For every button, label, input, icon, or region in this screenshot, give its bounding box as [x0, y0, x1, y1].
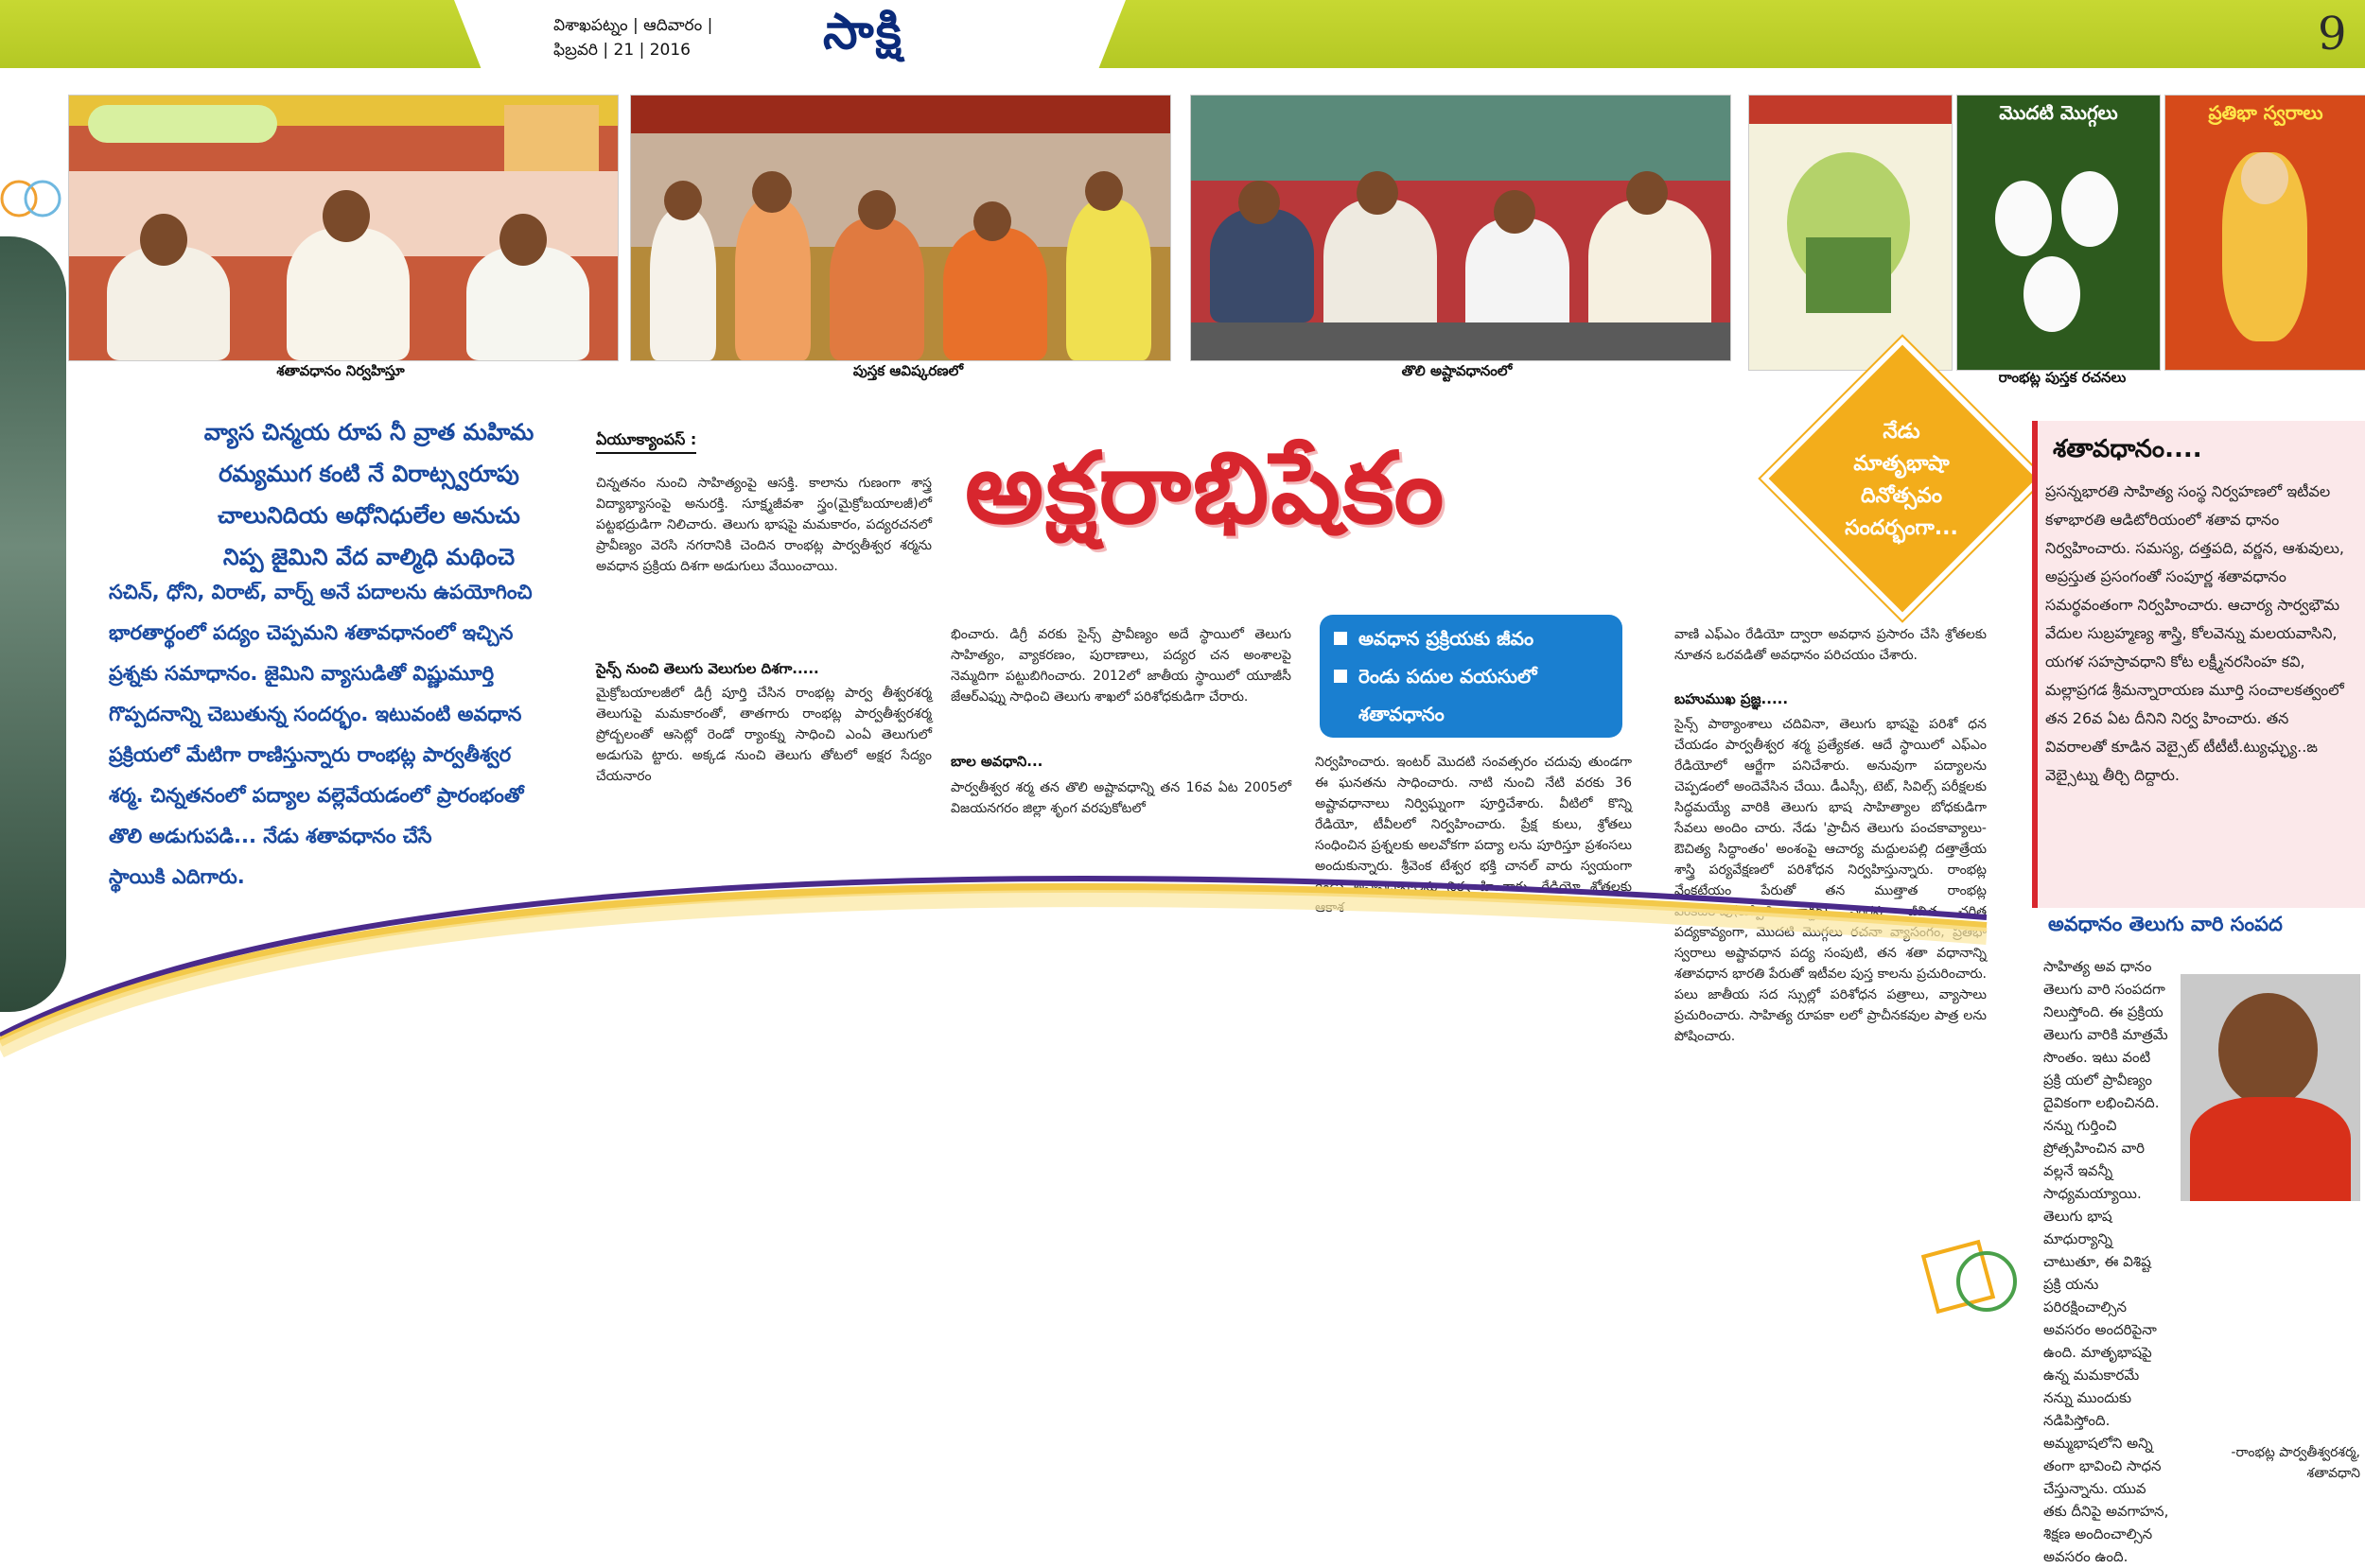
byline: ఏయూక్యాంపస్ :	[596, 430, 696, 454]
dateline-place-day: విశాఖపట్నం | ఆదివారం |	[553, 16, 713, 35]
signature-role: శతావధాని	[2306, 1466, 2360, 1481]
photo-caption-4: రాంభట్ల పుస్తక రచనలు	[1998, 369, 2127, 386]
left-edge-photo	[0, 236, 66, 1012]
book-title-3: ప్రతిభా స్వరాలు	[2208, 101, 2323, 124]
poem-line-3: చాలునిదియ అధోనిధులేల అనుచు	[218, 502, 520, 529]
badge-line: నేడు	[1883, 420, 1920, 444]
intro-line: సచిన్, ధోని, విరాట్, వార్న్ అనే పదాలను ఉపయోగించి	[109, 581, 533, 603]
quote-heading: అవధానం తెలుగు వారి సంపద	[2048, 913, 2283, 935]
highlight-2	[1334, 665, 1537, 692]
article-column-2b: పార్వతీశ్వర శర్మ తన తొలి అష్టావధాన్ని తన 16వ ఏట 2005లో విజయనగరం జిల్లా శృంగ వరపుకోటలో	[951, 780, 1291, 816]
subheading-child-avadhani: బాల అవధాని...	[951, 753, 1043, 770]
highlight-3-text: శతావధానం	[1358, 703, 1445, 725]
poem-line-1: వ్యాస చిన్మయ రూప నీ వ్రాత మహిమ	[203, 419, 534, 445]
quote-signature	[2176, 1442, 2360, 1484]
dateline-date: ఫిబ్రవరి | 21 | 2016	[553, 41, 691, 60]
book-cover-2	[1956, 95, 2161, 371]
article-column-4: వాణి ఎఫ్ఎం రేడియో ద్వారా అవధాన ప్రసారం చేసి శ్రోతలకు నూతన ఒరవడితో అవధానం పరిచయం చేశారు.	[1674, 627, 1987, 663]
article-column-1: చిన్నతనం నుంచి సాహిత్యంపై ఆసక్తి. కాలాను గుణంగా శాస్త్ర విద్యాభ్యాసంపై అనురక్తి. సూక్ష్మజీవశా స్త్రం(మైక్రోబయాలజీ)లో పట్టభద్రుడిగా నిలిచారు. తెలుగు భాషపై మమకారం, పద్యరచనలో ప్రావీణ్యం వెరసి నగరానికి చెందిన రాంభట్ల పార్వతీశ్వర శర్మను అవధాన ప్రక్రియ దిశగా అడుగులు వేయించాయి.	[596, 476, 932, 574]
photo-shatavadhanam	[68, 95, 619, 361]
badge-line: మాతృభాషా	[1853, 452, 1950, 476]
subheading-versatility: బహుముఖ ప్రజ్ఞ.....	[1674, 690, 1789, 707]
photo-caption-2: పుస్తక ఆవిష్కరణలో	[852, 362, 964, 379]
occasion-badge-text	[1788, 416, 2015, 545]
highlight-1-text: అవధాన ప్రక్రియకు జీవం	[1358, 627, 1534, 650]
article-column-2: భించారు. డిగ్రీ వరకు సైన్స్ ప్రావీణ్యం అదే స్థాయిలో తెలుగు సాహిత్యం, వ్యాకరణం, పురాణాలు, పద్యర చన అంశాలపై నెమ్మదిగా పట్టుబిగించారు. 2012లో జాతీయ స్థాయిలో యూజీసీ జేఆర్ఎఫ్ను సాధించి తెలుగు శాఖలో పరిశోధకుడిగా చేరారు.	[951, 627, 1291, 705]
portrait-photo	[2181, 974, 2360, 1201]
poem	[142, 411, 596, 578]
article-column-3: నిర్వహించారు. ఇంటర్ మొదటి సంవత్సరం చదువు తుండగా ఈ ఘనతను సాధించారు. నాటి నుంచి నేటి వరకు 36 అష్టావధానాలు నిర్విఘ్నంగా పూర్తిచేశారు. వీటిలో కొన్ని రేడియో, టీవీలలో నిర్వహించారు. ప్రేక్ష కులు, శ్రోతలు సంధించిన ప్రశ్నలకు అలవోకగా పద్యా లను పూరిస్తూ ప్రశంసలు అందుకున్నారు. శ్రీవెంక టేశ్వర భక్తి చానల్ వారు స్వయంగా రెండు అష్టావధానాలను నిర్వ హించారు. రేడియో శ్రోతలకు ఆకాశ	[1315, 755, 1632, 915]
intro-line: ప్రశ్నకు సమాధానం. జైమిని వ్యాసుడితో విష్ణుమూర్తి	[109, 662, 495, 685]
page-header-band	[0, 0, 2365, 68]
intro-line: శర్మ. చిన్నతనంలో పద్యాల వల్లెవేయడంలో ప్రారంభంతో	[109, 784, 524, 807]
decorative-circles	[0, 142, 66, 227]
poem-line-2: రమ్యముగ కంటి నే విరాట్స్వరూపు	[219, 461, 519, 487]
subheading-science-to-telugu: సైన్స్ నుంచి తెలుగు వెలుగుల దిశగా.....	[596, 660, 819, 677]
dateline	[553, 13, 712, 62]
book-cover-1	[1748, 95, 1953, 371]
highlight-1	[1334, 627, 1533, 654]
sidebar-body: ప్రసన్నభారతి సాహిత్య సంస్థ నిర్వహణలో ఇటీవల కళాభారతి ఆడిటోరియంలో శతావ ధానం నిర్వహించారు. సమస్య, దత్తపది, వర్ణన, ఆశువులు, అప్రస్తుత ప్రసంగంతో సంపూర్ణ శతావధానం సమర్థవంతంగా నిర్వహించారు. ఆచార్య సార్వభౌమ వేదుల సుబ్రహ్మణ్య శాస్త్రి, కోలవెన్ను మలయవాసిని, యగళ సహస్రావధాని కోట లక్ష్మీనరసింహ కవి, మల్లాప్రగడ శ్రీమన్నారాయణ మూర్తి సంచాలకత్వంలో తన 26వ ఏట దీనిని నిర్వ హించారు. తన వివరాలతో కూడిన వెబ్సైట్ టీటీటీ.ట్యుఛ్ఛ్యు..ఙ వెబ్సైట్ను తీర్చి దిద్దారు.	[2045, 482, 2344, 784]
article-column-1b: మైక్రోబయాలజీలో డిగ్రీ పూర్తి చేసిన రాంభట్ల పార్వ తీశ్వరశర్మ తెలుగుపై మమకారంతో, తాతగారు రాంభట్ల పార్వతీశ్వరశర్మ ప్రోద్బలంతో ఆసెట్లో రెండో ర్యాంక్ను సాధించి ఎంఏ తెలుగులో అడుగుపె ట్టారు. అక్కడ నుంచి తెలుగు తోటలో అక్షర సేద్యం చేయనారం	[596, 686, 932, 784]
intro-paragraph	[109, 572, 639, 897]
sidebar-heading: శతావధానం....	[2053, 435, 2202, 463]
highlight-2-text: రెండు పదుల వయసులో	[1358, 665, 1537, 688]
intro-line: ప్రక్రియలో మేటిగా రాణిస్తున్నారు రాంభట్ల పార్వతీశ్వర	[109, 743, 512, 766]
decorative-shapes	[1920, 1229, 2034, 1333]
book-cover-3	[2164, 95, 2365, 371]
intro-line: తొలి అడుగుపడి... నేడు శతావధానం చేసే	[109, 825, 432, 847]
article-column-4b: సైన్స్ పాఠ్యాంశాలు చదివినా, తెలుగు భాషపై పరిశో ధన చేయడం పార్వతీశ్వర శర్మ ప్రత్యేకత. ఆదే స్థాయిలో ఎఫ్ఎం రేడియోలో ఆర్జేగా పనిచేశారు. అనువుగా పద్యాలను చెప్పడంలో అందెవేసిన చేయి. డీఎస్సీ, టెట్, సివిల్స్ పరీక్షలకు సిద్ధమయ్యే వారికి తెలుగు భాష సాహిత్యాల బోధకుడిగా సేవలు అందిం చారు. నేడు 'ప్రాచీన తెలుగు పంచకావ్యాలు- ఔచిత్య సిద్ధాంతం' అంశంపై ఆచార్య మద్దులపల్లి దత్తాత్రేయ శాస్త్రి పర్యవేక్షణలో పరిశోధన నిర్వహిస్తున్నారు. రాంభట్ల వేంకటేయం పేరుతో తన ముత్తాత రాంభట్ల వెంకటరావు(కుప్పిలి డాక్టర్) సంగ్రహ జీవిత చరిత్ర పద్యకావ్యంగా, మొదటి మొగ్గలు రచనా వ్యాసంగం, ప్రతిభా స్వరాలు అష్టావధాన పద్య సంపుటి, తన శతా వధానాన్ని శతావధాన భారతి పేరుతో ఇటీవల పుస్త కాలను ప్రచురించారు. పలు జాతీయ సద స్సుల్లో పరిశోధన పత్రాలు, వ్యాసాలు ప్రచురించారు. సాహిత్య రూపకా లలో ప్రాచీనకవుల పాత్ర లను పోషించారు.	[1674, 717, 1987, 1044]
photo-caption-1: శతావధానం నిర్వహిస్తూ	[276, 362, 405, 379]
poem-line-4: నిప్ప జైమిని వేద వాల్మిధి మథించె	[222, 544, 516, 570]
intro-line: గొప్పదనాన్ని చెబుతున్న సందర్భం. ఇటువంటి అవధాన	[109, 703, 522, 725]
newspaper-masthead: సాక్షి	[823, 4, 903, 61]
article-title: అక్షరాభిషేకం	[965, 430, 1446, 546]
highlight-3	[1358, 703, 1445, 730]
photo-caption-3: తొలి అష్టావధానంలో	[1401, 362, 1513, 379]
quote-body: సాహిత్య అవ ధానం తెలుగు వారి సంపదగా నిలుస్తోంది. ఈ ప్రక్రియ తెలుగు వారికి మాత్రమే సొంతం. ఇటు వంటి ప్రక్రి యలో ప్రావీణ్యం దైవికంగా లభించినది. నన్ను గుర్తించి ప్రోత్సహించిన వారి వల్లనే ఇవన్నీ సాధ్యమయ్యాయి. తెలుగు భాష మాధుర్యాన్ని చాటుతూ, ఈ విశిష్ట ప్రక్రి యను పరిరక్షించాల్సిన అవసరం అందరిపైనా ఉంది. మాతృభాషపై ఉన్న మమకారమే నన్ను ముందుకు నడిపిస్తోంది. అమ్మభాషలోని అన్ని తంగా భావించి సాధన చేస్తున్నాను. యువ తకు దీనిపై అవగాహన, శిక్షణ అందించాల్సిన అవసరం ఉంది.	[2043, 958, 2169, 1565]
intro-line: భారతార్థంలో పద్యం చెప్పమని శతావధానంలో ఇచ్చిన	[109, 621, 514, 644]
badge-line: దినోత్సవం	[1861, 484, 1942, 508]
signature-name: -రాంభట్ల పార్వతీశ్వరశర్మ,	[2231, 1445, 2360, 1460]
intro-line: స్థాయికి ఎదిగారు.	[109, 865, 245, 888]
book-title-2: మొదటి మొగ్గలు	[1999, 101, 2118, 124]
photo-book-release	[630, 95, 1171, 361]
badge-line: సందర్భంగా...	[1845, 516, 1958, 540]
page-number: 9	[2318, 8, 2347, 61]
photo-first-ashtavadhanam	[1190, 95, 1731, 361]
